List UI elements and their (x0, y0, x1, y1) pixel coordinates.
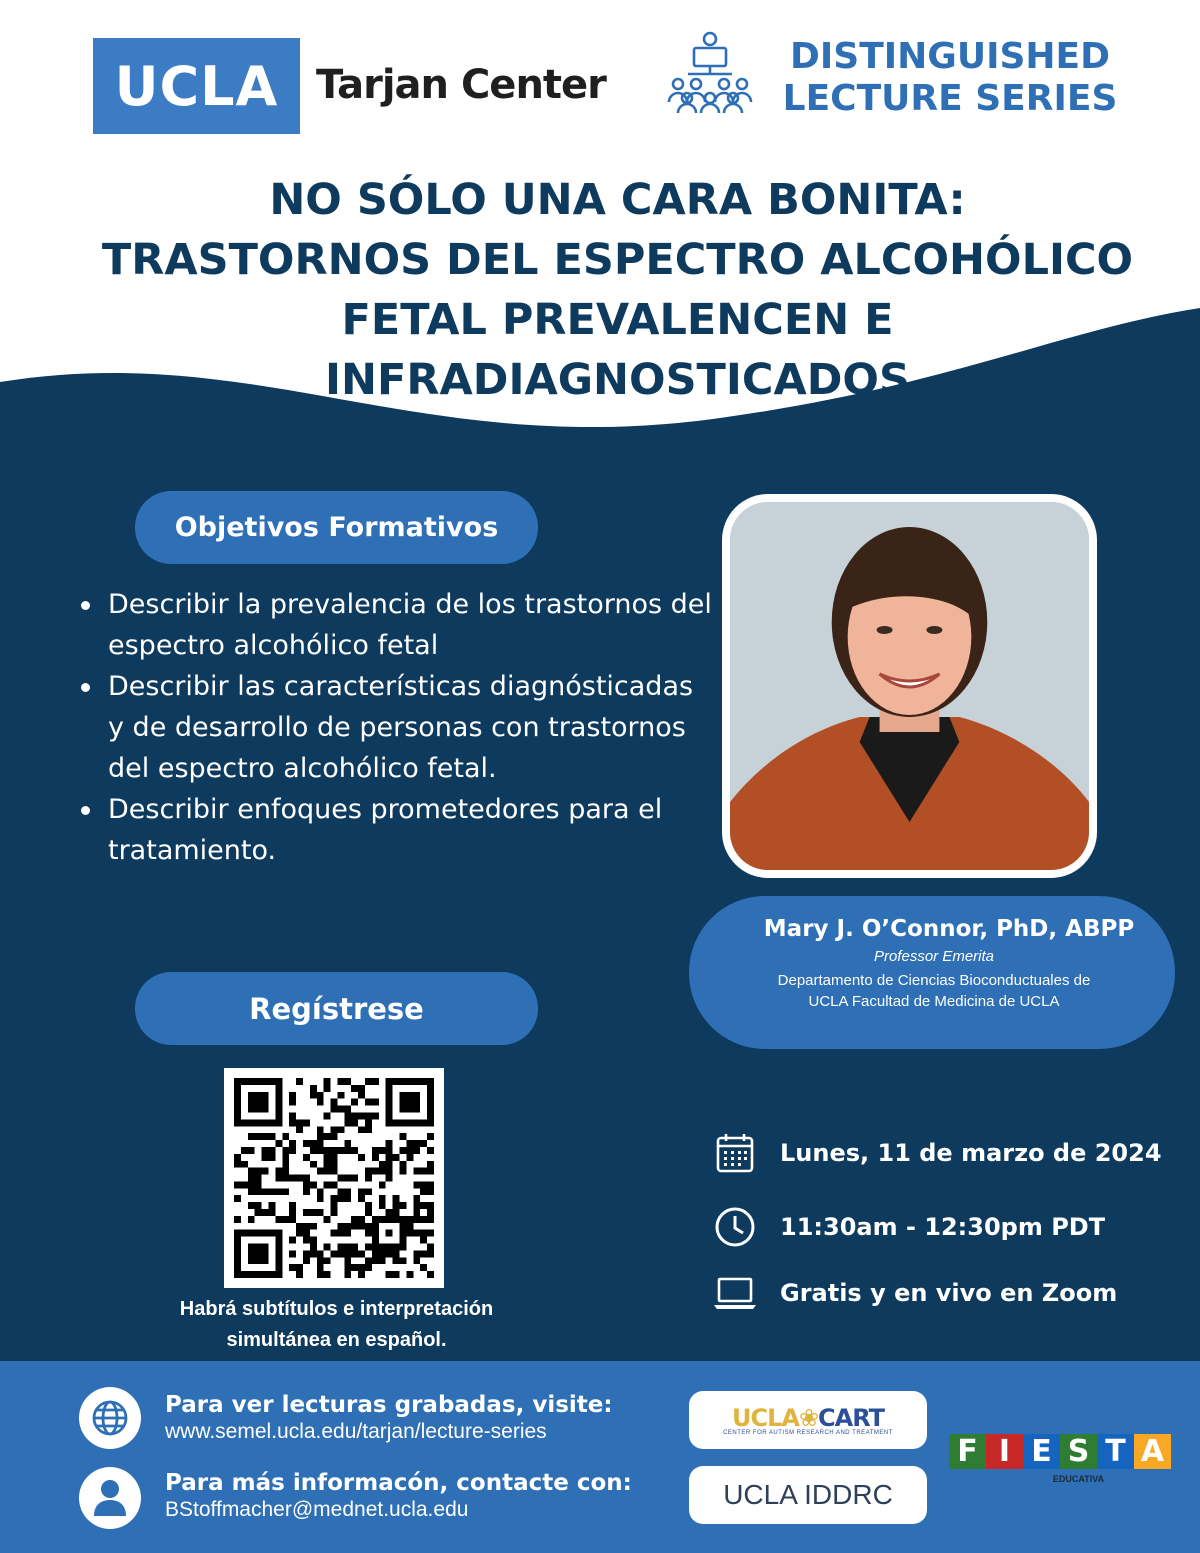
event-location (712, 1270, 1117, 1316)
user-icon (79, 1467, 141, 1529)
contact-email[interactable]: BStoffmacher@mednet.ucla.edu (165, 1498, 469, 1521)
event-time-text: 11:30am - 12:30pm PDT (780, 1213, 1106, 1241)
event-date-text: Lunes, 11 de marzo de 2024 (780, 1139, 1162, 1167)
fiesta-letter: F (949, 1434, 986, 1469)
ucla-iddrc-logo: UCLA IDDRC (689, 1466, 927, 1524)
contact-info (165, 1470, 632, 1522)
interpretation-note (120, 1294, 553, 1356)
title-line-4: INFRADIAGNOSTICADOS (325, 355, 910, 405)
event-date (712, 1130, 1162, 1176)
cart-logo-cart: CART (818, 1404, 885, 1432)
recordings-url[interactable]: www.semel.ucla.edu/tarjan/lecture-series (165, 1420, 547, 1443)
fiesta-letter: E (1023, 1434, 1060, 1469)
fiesta-letter: A (1134, 1434, 1171, 1469)
title-line-2: TRASTORNOS DEL ESPECTRO ALCOHÓLICO (101, 235, 1134, 285)
note-line-2: simultánea en español. (226, 1329, 447, 1351)
objectives-list (74, 584, 714, 871)
clock-icon (712, 1204, 758, 1250)
ucla-logo: UCLA (93, 38, 300, 134)
laptop-icon (712, 1270, 758, 1316)
objectives-heading: Objetivos Formativos (135, 491, 538, 564)
speaker-info (689, 896, 1175, 1049)
department-line-1: Departamento de Ciencias Bioconductuales de (777, 972, 1091, 989)
globe-icon (79, 1387, 141, 1449)
cart-logo-ucla: UCLA (731, 1404, 799, 1432)
fiesta-subtitle: EDUCATIVA (1052, 1474, 1105, 1484)
title-line-3: FETAL PREVALENCEN E (341, 295, 894, 345)
series-line-1: DISTINGUISHED (790, 36, 1110, 77)
note-line-1: Habrá subtítulos e interpretación (179, 1298, 494, 1320)
title-line-1: NO SÓLO UNA CARA BONITA: (269, 175, 966, 225)
speaker-department (729, 970, 1139, 1012)
fiesta-letter: S (1060, 1434, 1097, 1469)
series-line-2: LECTURE SERIES (782, 78, 1118, 119)
objective-item: Describir las características diagnósticadas y de desarrollo de personas con trastornos del espectro alcohólico fetal. (74, 666, 714, 789)
lecture-title (60, 170, 1175, 410)
recordings-heading: Para ver lecturas grabadas, visite: (165, 1392, 613, 1418)
event-time (712, 1204, 1105, 1250)
calendar-icon (712, 1130, 758, 1176)
recordings-info (165, 1392, 613, 1444)
event-location-text: Gratis y en vivo en Zoom (780, 1279, 1118, 1307)
tarjan-center-name: Tarjan Center (316, 62, 606, 108)
contact-heading: Para más informacón, contacte con: (165, 1470, 632, 1496)
fiesta-letter: I (986, 1434, 1023, 1469)
cart-tagline: CENTER FOR AUTISM RESEARCH AND TREATMENT (723, 1430, 893, 1436)
speaker-photo (722, 494, 1097, 878)
objective-item: Describir enfoques prometedores para el tratamiento. (74, 789, 714, 871)
distinguished-lecture-series (770, 36, 1130, 120)
objective-item: Describir la prevalencia de los trastornos del espectro alcohólico fetal (74, 584, 714, 666)
audience-presentation-icon (664, 28, 756, 114)
speaker-name: Mary J. O’Connor, PhD, ABPP (763, 916, 1135, 942)
register-heading: Regístrese (135, 972, 538, 1045)
registration-qr-code[interactable] (224, 1068, 444, 1288)
speaker-title: Professor Emerita (873, 948, 995, 965)
fiesta-educativa-logo (949, 1434, 1171, 1469)
fiesta-letter: T (1097, 1434, 1134, 1469)
ucla-cart-logo: UCLA❀CART CENTER FOR AUTISM RESEARCH AND TREATMENT (689, 1391, 927, 1449)
department-line-2: UCLA Facultad de Medicina de UCLA (808, 993, 1060, 1010)
